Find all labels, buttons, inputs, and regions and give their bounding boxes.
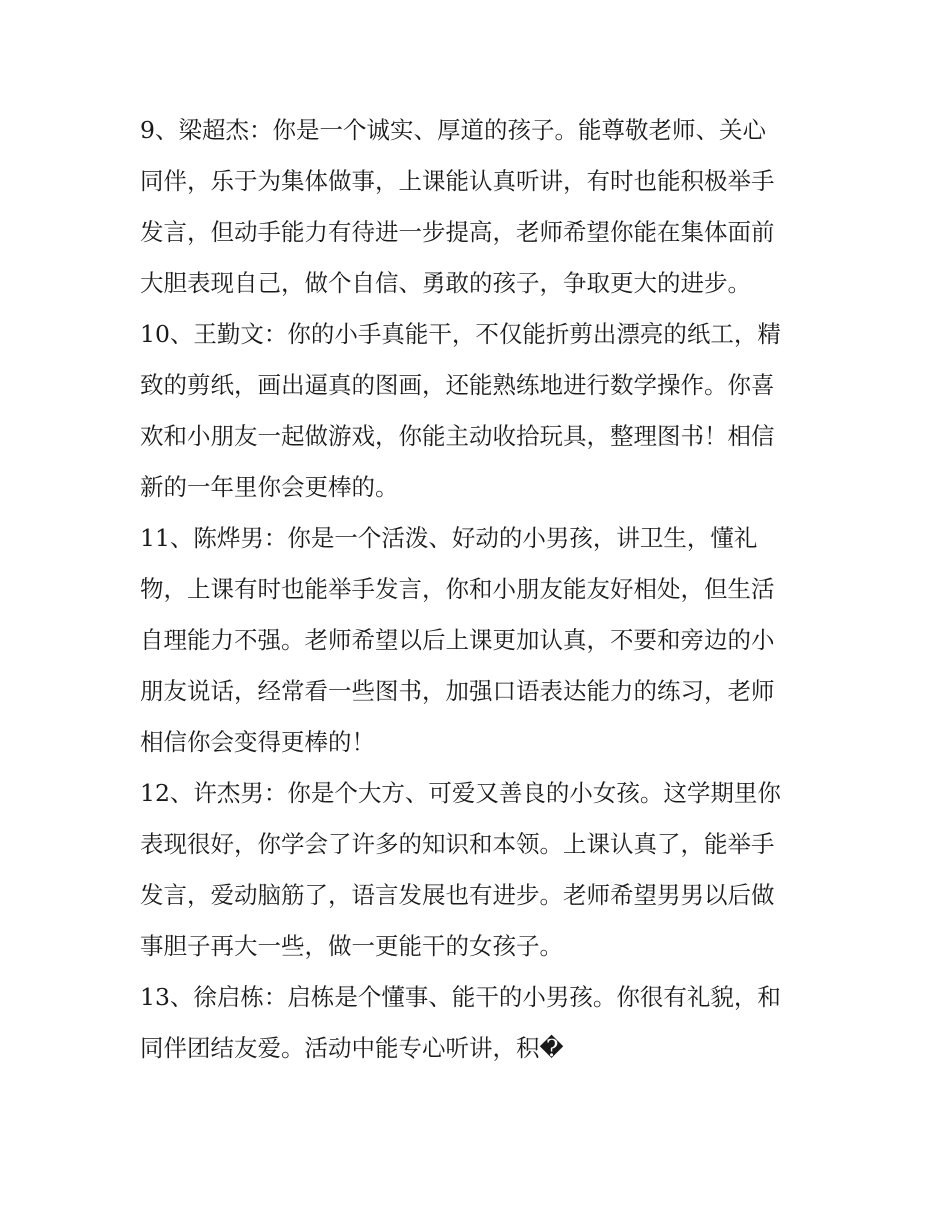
text-line: 事胆子再大一些，做一更能干的女孩子。 bbox=[140, 932, 563, 960]
text-line: 物，上课有时也能举手发言，你和小朋友能友好相处，但生活 bbox=[140, 575, 775, 603]
text-line: 欢和小朋友一起做游戏，你能主动收拾玩具，整理图书！相信 bbox=[140, 422, 775, 450]
text-line: 发言，爱动脑筋了，语言发展也有进步。老师希望男男以后做 bbox=[140, 881, 775, 909]
text-line: 相信你会变得更棒的！ bbox=[140, 728, 375, 756]
text-line: 12、许杰男：你是个大方、可爱又善良的小女孩。这学期里你 bbox=[140, 779, 781, 807]
text-line: 致的剪纸，画出逼真的图画，还能熟练地进行数学操作。你喜 bbox=[140, 371, 775, 399]
text-line: 大胆表现自己，做个自信、勇敢的孩子，争取更大的进步。 bbox=[140, 269, 751, 297]
text-line: 同伴团结友爱。活动中能专心听讲，积� bbox=[140, 1034, 564, 1062]
text-line: 9、梁超杰：你是一个诚实、厚道的孩子。能尊敬老师、关心 bbox=[140, 116, 766, 144]
text-line: 发言，但动手能力有待进一步提高，老师希望你能在集体面前 bbox=[140, 218, 775, 246]
text-line: 表现很好，你学会了许多的知识和本领。上课认真了，能举手 bbox=[140, 830, 775, 858]
text-line: 10、王勤文：你的小手真能干，不仅能折剪出漂亮的纸工，精 bbox=[140, 320, 781, 348]
comment-text-block bbox=[140, 105, 820, 1074]
text-line: 自理能力不强。老师希望以后上课更加认真，不要和旁边的小 bbox=[140, 626, 775, 654]
text-line: 朋友说话，经常看一些图书，加强口语表达能力的练习，老师 bbox=[140, 677, 775, 705]
text-line: 新的一年里你会更棒的。 bbox=[140, 473, 399, 501]
text-line: 11、陈烨男：你是一个活泼、好动的小男孩，讲卫生，懂礼 bbox=[140, 524, 758, 552]
text-line: 13、徐启栋：启栋是个懂事、能干的小男孩。你很有礼貌，和 bbox=[140, 983, 781, 1011]
text-line: 同伴，乐于为集体做事，上课能认真听讲，有时也能积极举手 bbox=[140, 167, 775, 195]
